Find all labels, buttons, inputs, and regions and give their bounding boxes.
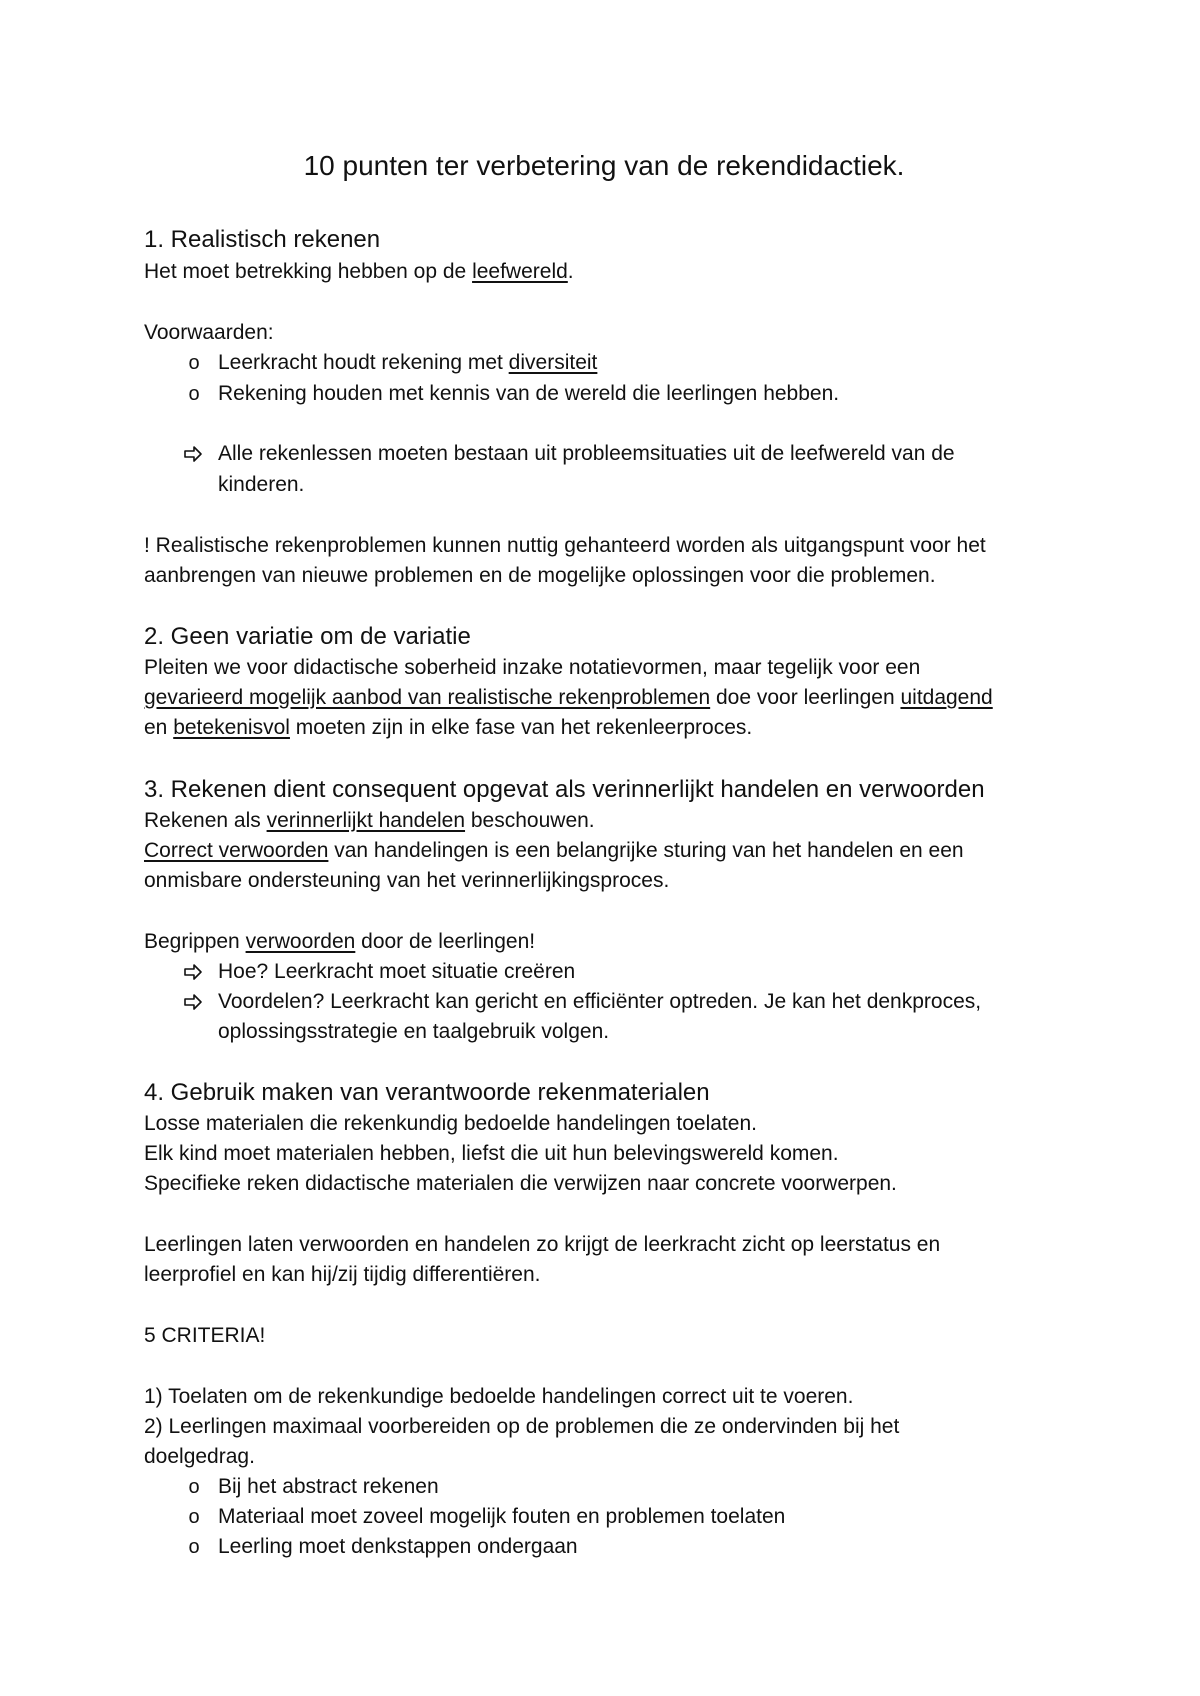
underlined-term: verwoorden	[245, 930, 356, 953]
s4-line-4: Leerlingen laten verwoorden en handelen zo krijgt de leerkracht zicht op leerstatus en	[144, 1233, 941, 1256]
s4-line-2: Elk kind moet materialen hebben, liefst die uit hun belevingswereld komen.	[144, 1142, 839, 1165]
s3-line-1	[144, 806, 595, 836]
arrow-right-icon	[182, 987, 204, 1017]
s3-arrow-line-1: Hoe? Leerkracht moet situatie creëren	[218, 960, 576, 983]
criteria-1: 1) Toelaten om de rekenkundige bedoelde handelingen correct uit te voeren.	[144, 1385, 854, 1408]
text: .	[567, 260, 574, 283]
underlined-term: betekenisvol	[173, 716, 290, 739]
underlined-term: uitdagend	[900, 686, 993, 709]
criteria-2-cont: doelgedrag.	[144, 1445, 255, 1468]
underlined-term: leefwereld	[472, 260, 568, 283]
section-1-heading: 1. Realistisch rekenen	[144, 226, 381, 253]
s3-arrow-line-3: oplossingsstrategie en taalgebruik volgen.	[218, 1020, 610, 1043]
text: van handelingen is een belangrijke sturing van het handelen en een	[328, 839, 964, 862]
criteria-heading: 5 CRITERIA!	[144, 1324, 266, 1347]
text: beschouwen.	[465, 809, 595, 832]
s4-line-3: Specifieke reken didactische materialen die verwijzen naar concrete voorwerpen.	[144, 1172, 897, 1195]
circle-bullet-icon: o	[188, 1506, 200, 1528]
s2-line-2	[144, 683, 993, 713]
criteria-bullet-1: Bij het abstract rekenen	[218, 1475, 439, 1498]
circle-bullet-icon: o	[188, 1476, 200, 1498]
circle-bullet-icon: o	[188, 352, 200, 374]
s2-line-1: Pleiten we voor didactische soberheid inzake notatievormen, maar tegelijk voor een	[144, 656, 921, 679]
arrow-right-icon	[182, 439, 204, 469]
s3-line-2	[144, 836, 964, 866]
s1-line-1	[144, 257, 574, 287]
s1-bullet-2: Rekening houden met kennis van de wereld die leerlingen hebben.	[218, 382, 840, 405]
s3-line-4	[144, 927, 535, 957]
s4-line-5: leerprofiel en kan hij/zij tijdig differentiëren.	[144, 1263, 541, 1286]
s1-bullet-1	[218, 348, 597, 378]
criteria-bullet-3: Leerling moet denkstappen ondergaan	[218, 1535, 578, 1558]
s3-arrow-line-2: Voordelen? Leerkracht kan gericht en efficiënter optreden. Je kan het denkproces,	[218, 990, 982, 1013]
s2-line-3	[144, 713, 752, 743]
underlined-term: gevarieerd mogelijk aanbod van realistische rekenproblemen	[144, 686, 711, 709]
text: moeten zijn in elke fase van het rekenleerproces.	[289, 716, 753, 739]
underlined-term: Correct verwoorden	[144, 839, 329, 862]
s1-note-2: aanbrengen van nieuwe problemen en de mogelijke oplossingen voor die problemen.	[144, 564, 936, 587]
criteria-bullet-2: Materiaal moet zoveel mogelijk fouten en problemen toelaten	[218, 1505, 786, 1528]
circle-bullet-icon: o	[188, 383, 200, 405]
page-title: 10 punten ter verbetering van de rekendidactiek.	[303, 150, 905, 181]
arrow-right-icon	[182, 957, 204, 987]
s1-arrow-line-1: Alle rekenlessen moeten bestaan uit probleemsituaties uit de leefwereld van de	[218, 442, 955, 465]
s1-arrow-line-2: kinderen.	[218, 473, 305, 496]
s4-line-1: Losse materialen die rekenkundig bedoelde handelingen toelaten.	[144, 1112, 757, 1135]
text: door de leerlingen!	[355, 930, 536, 953]
text: Leerkracht houdt rekening met	[218, 351, 509, 374]
circle-bullet-icon: o	[188, 1536, 200, 1558]
text: Rekenen als	[144, 809, 267, 832]
s1-note-1: ! Realistische rekenproblemen kunnen nuttig gehanteerd worden als uitgangspunt voor het	[144, 534, 986, 557]
s3-line-3: onmisbare ondersteuning van het verinnerlijkingsproces.	[144, 869, 670, 892]
text: en	[144, 716, 174, 739]
section-4-heading: 4. Gebruik maken van verantwoorde rekenmaterialen	[144, 1079, 710, 1106]
text: Begrippen	[144, 930, 246, 953]
section-2-heading: 2. Geen variatie om de variatie	[144, 623, 471, 650]
section-3-heading: 3. Rekenen dient consequent opgevat als verinnerlijkt handelen en verwoorden	[144, 776, 985, 803]
criteria-2: 2) Leerlingen maximaal voorbereiden op de problemen die ze ondervinden bij het	[144, 1415, 900, 1438]
text: doe voor leerlingen	[710, 686, 901, 709]
underlined-term: verinnerlijkt handelen	[266, 809, 466, 832]
s1-voorwaarden: Voorwaarden:	[144, 321, 274, 344]
underlined-term: diversiteit	[508, 351, 598, 374]
text: Het moet betrekking hebben op de	[144, 260, 473, 283]
